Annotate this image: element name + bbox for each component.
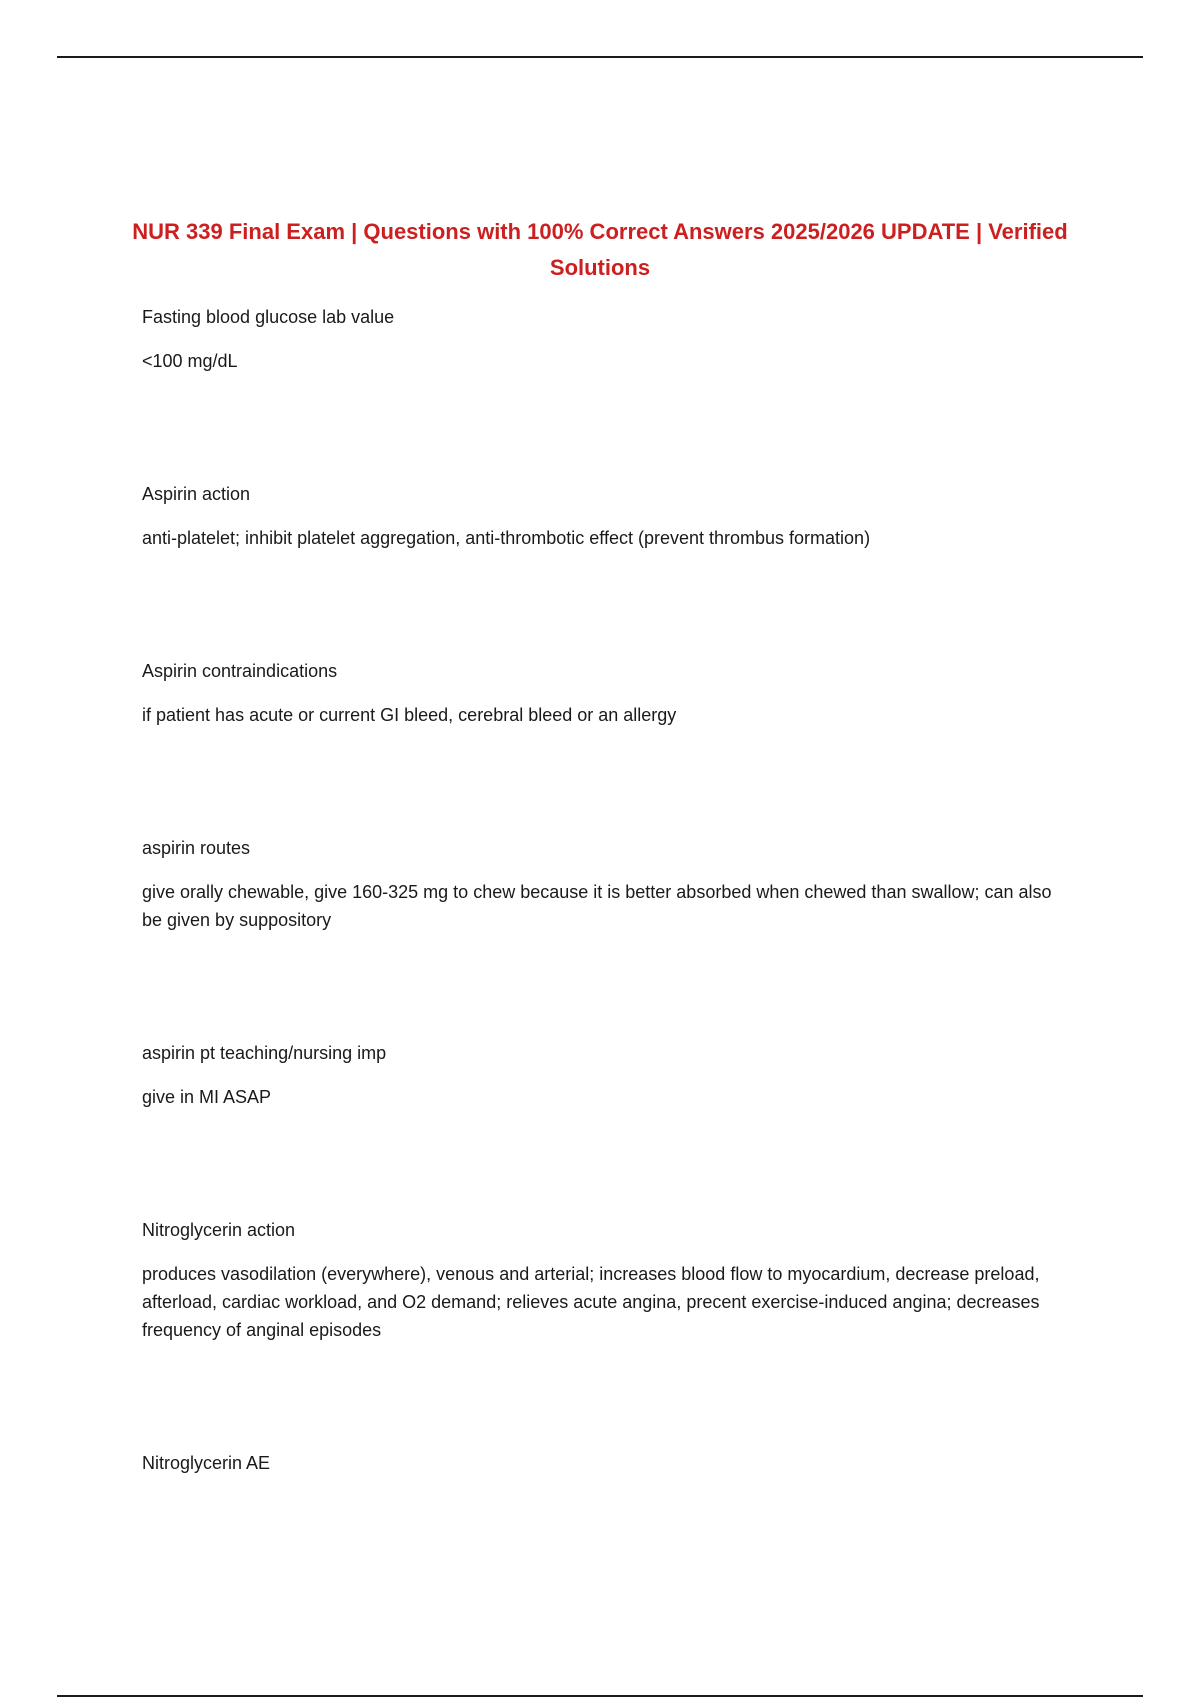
answer-text: give orally chewable, give 160-325 mg to chew because it is better absorbed when chewed than swallow; can also be given by suppository: [142, 882, 1052, 930]
answer-text: if patient has acute or current GI bleed, cerebral bleed or an allergy: [142, 705, 677, 725]
answer-text: produces vasodilation (everywhere), venous and arterial; increases blood flow to myocardium, decrease preload, afterload, cardiac workload, and O2 demand; relieves acute angina, precent exercise-induced angina; decreases frequency of anginal episodes: [142, 1264, 1040, 1340]
question-text: Fasting blood glucose lab value: [142, 307, 395, 327]
qa-item: [142, 657, 1072, 729]
qa-item: [142, 834, 1072, 934]
qa-item: [142, 303, 1072, 375]
question-text: Aspirin contraindications: [142, 661, 338, 681]
document-title: NUR 339 Final Exam | Questions with 100% Correct Answers 2025/2026 UPDATE | Verified Solutions: [132, 219, 1068, 280]
qa-item: [142, 480, 1072, 552]
answer-text: <100 mg/dL: [142, 351, 238, 371]
qa-item: [142, 1449, 1072, 1477]
header-rule: [57, 56, 1143, 58]
question-text: Nitroglycerin AE: [142, 1453, 271, 1473]
qa-item: [142, 1039, 1072, 1111]
answer-text: anti-platelet; inhibit platelet aggregation, anti-thrombotic effect (prevent thrombus formation): [142, 528, 871, 548]
question-text: aspirin pt teaching/nursing imp: [142, 1043, 387, 1063]
qa-item: [142, 1216, 1072, 1344]
answer-text: give in MI ASAP: [142, 1087, 272, 1107]
footer-rule: [57, 1695, 1143, 1697]
question-text: Aspirin action: [142, 484, 251, 504]
question-text: Nitroglycerin action: [142, 1220, 296, 1240]
question-text: aspirin routes: [142, 838, 251, 858]
